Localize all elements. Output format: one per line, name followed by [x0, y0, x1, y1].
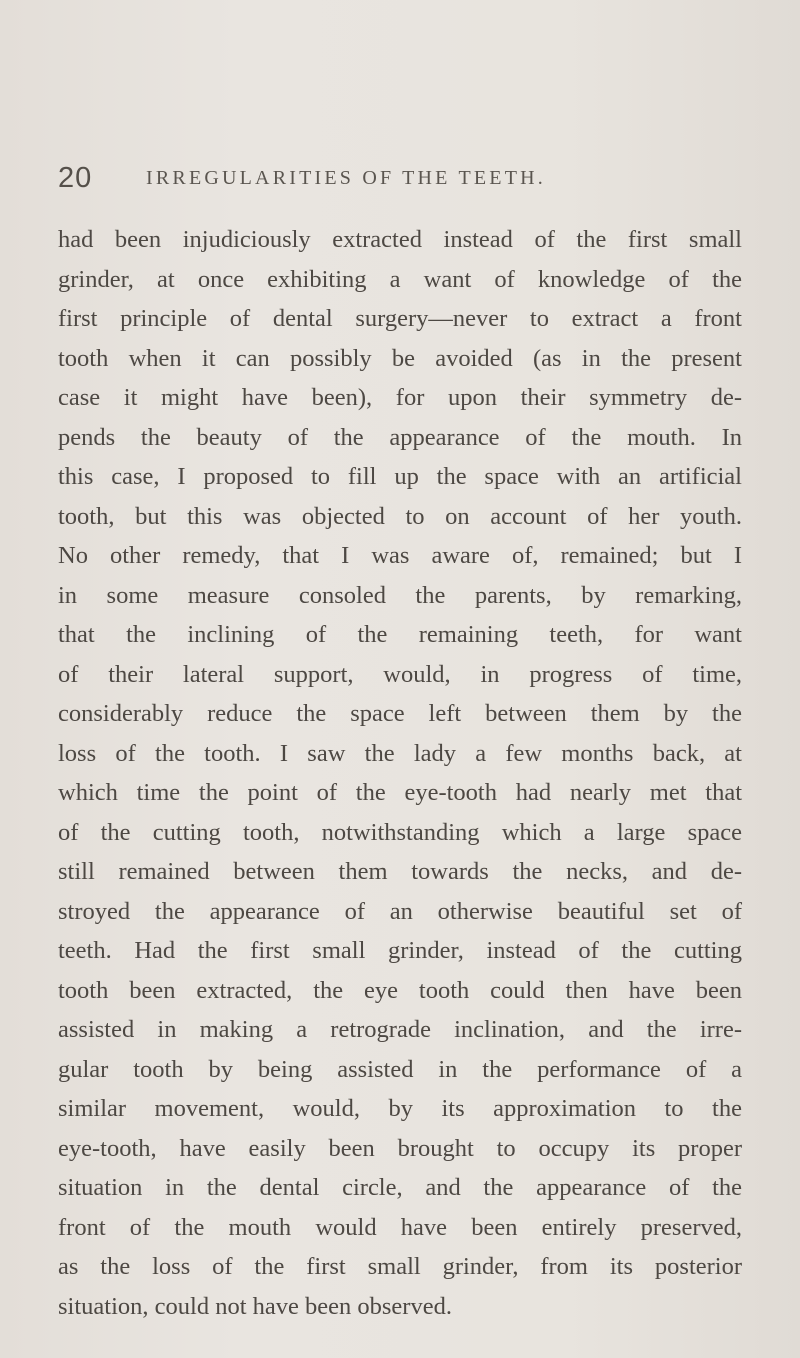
text-line-last: situation, could not have been observed. [58, 1292, 452, 1320]
text-line: case it might have been), for upon their symmetry de- [58, 384, 742, 411]
text-line: tooth when it can possibly be avoided (as in the present [58, 344, 742, 372]
text-line: assisted in making a retrograde inclination, and the irre- [58, 1016, 742, 1043]
text-line: of the cutting tooth, notwithstanding which a large space [58, 818, 742, 846]
text-line: pends the beauty of the appearance of the mouth. In [58, 423, 742, 451]
text-line: in some measure consoled the parents, by remarking, [58, 581, 742, 609]
text-line: which time the point of the eye-tooth had nearly met that [58, 779, 742, 806]
running-head [58, 162, 758, 202]
text-line: tooth been extracted, the eye tooth could then have been [58, 976, 742, 1004]
text-line: situation in the dental circle, and the appearance of the [58, 1174, 742, 1201]
text-line: loss of the tooth. I saw the lady a few months back, at [58, 739, 742, 767]
text-line: still remained between them towards the necks, and de- [58, 858, 742, 885]
text-line: this case, I proposed to fill up the space with an artificial [58, 463, 742, 490]
running-title: IRREGULARITIES OF THE TEETH. [146, 167, 546, 189]
text-line: had been injudiciously extracted instead of the first small [58, 226, 742, 253]
text-line: similar movement, would, by its approximation to the [58, 1095, 742, 1122]
text-line: of their lateral support, would, in progress of time, [58, 660, 742, 688]
text-line: eye-tooth, have easily been brought to occupy its proper [58, 1134, 742, 1162]
text-line: teeth. Had the first small grinder, instead of the cutting [58, 937, 742, 964]
page-number: 20 [58, 162, 93, 194]
text-line: first principle of dental surgery—never to extract a front [58, 305, 742, 332]
text-line: No other remedy, that I was aware of, remained; but I [58, 542, 742, 569]
text-line: considerably reduce the space left between them by the [58, 700, 742, 727]
text-line: tooth, but this was objected to on account of her youth. [58, 502, 742, 530]
text-line: that the inclining of the remaining teeth, for want [58, 621, 742, 648]
text-line: front of the mouth would have been entirely preserved, [58, 1213, 742, 1241]
text-line: stroyed the appearance of an otherwise beautiful set of [58, 897, 742, 925]
text-line: as the loss of the first small grinder, from its posterior [58, 1253, 742, 1280]
text-line: gular tooth by being assisted in the performance of a [58, 1055, 742, 1083]
text-line: grinder, at once exhibiting a want of knowledge of the [58, 265, 742, 293]
